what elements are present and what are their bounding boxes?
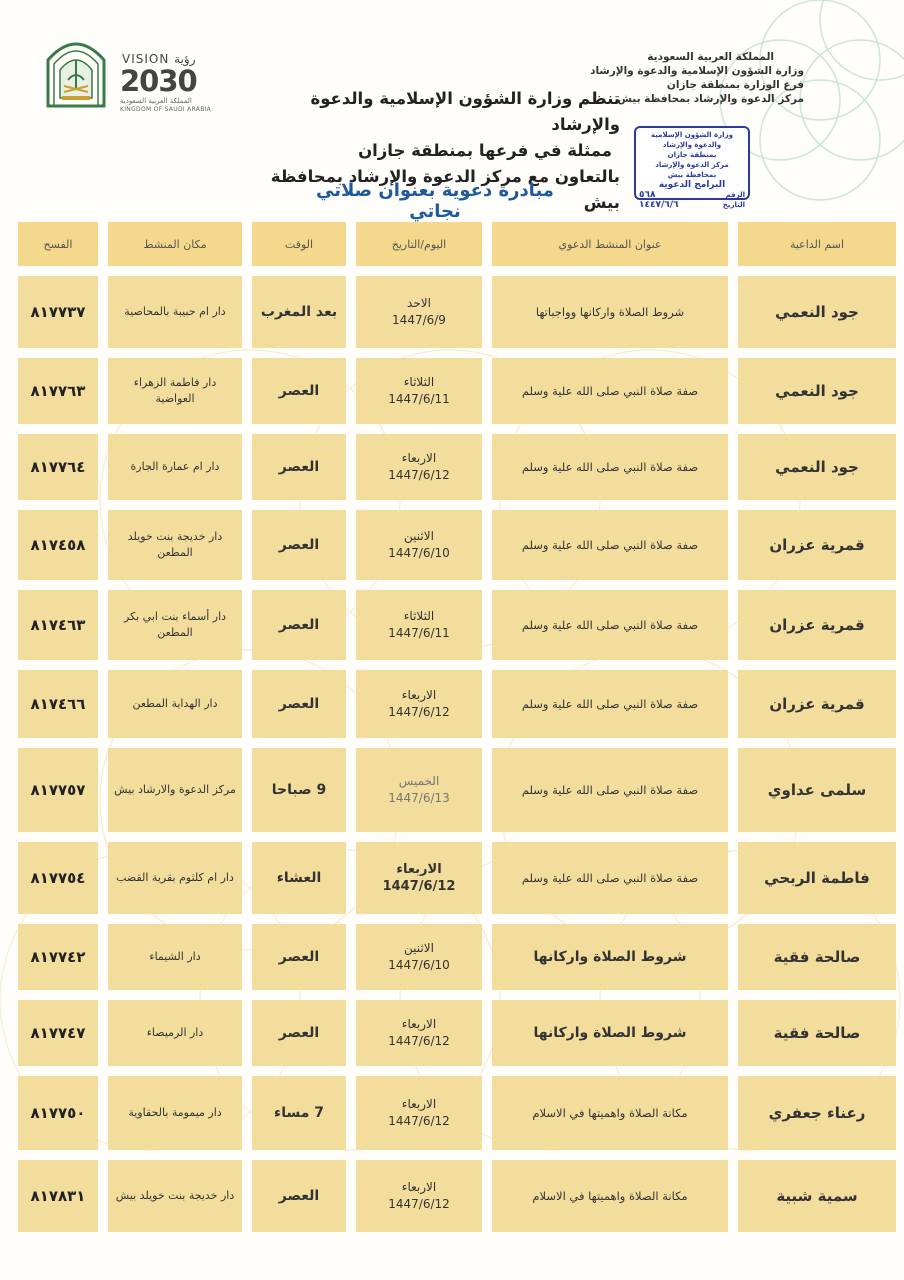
activity-cell	[492, 924, 728, 990]
header-line-2: ممثلة في فرعها بمنطقة جازان	[358, 141, 612, 160]
day-text: الاربعاء	[401, 1180, 437, 1194]
date-text: 1447/6/12	[388, 1114, 450, 1128]
speaker-name: قمرية عزران	[769, 695, 865, 713]
speaker-cell	[738, 510, 896, 580]
activity-text: صفة صلاة النبي صلى الله علية وسلم	[521, 697, 699, 711]
header-time: الوقت	[252, 222, 346, 266]
time-text: العصر	[278, 458, 320, 475]
speaker-name: قمرية عزران	[769, 536, 865, 554]
permit-cell	[18, 590, 98, 660]
day-text: الاربعاء	[401, 1017, 437, 1031]
header-date: اليوم/التاريخ	[356, 222, 482, 266]
date-text: 1447/6/11	[388, 392, 450, 406]
place-text: دار الرميصاء	[146, 1026, 204, 1039]
time-cell	[252, 1000, 346, 1066]
day-text: الاثنين	[404, 941, 434, 955]
activity-text: صفة صلاة النبي صلى الله علية وسلم	[521, 871, 699, 885]
permit-number: ٨١٧٤٥٨	[30, 536, 86, 554]
date-text: 1447/6/12	[388, 705, 450, 719]
permit-number: ٨١٧٨٣١	[30, 1187, 86, 1205]
date-text: 1447/6/12	[388, 1034, 450, 1048]
day-text: الاربعاء	[401, 451, 437, 465]
place-cell	[108, 510, 242, 580]
place-cell	[108, 590, 242, 660]
header-speaker: اسم الداعية	[738, 222, 896, 266]
date-cell	[356, 434, 482, 500]
time-text: العصر	[278, 948, 320, 965]
speaker-cell	[738, 748, 896, 832]
time-cell	[252, 590, 346, 660]
day-text: الثلاثاء	[403, 609, 435, 623]
initiative-title: مبادرة دعوية بعنوان صلاتي نجاتي	[316, 180, 554, 222]
date-cell	[356, 590, 482, 660]
speaker-name: جود النعمي	[775, 382, 859, 400]
activity-text: صفة صلاة النبي صلى الله علية وسلم	[521, 783, 699, 797]
activity-cell	[492, 1076, 728, 1150]
permit-cell	[18, 842, 98, 914]
time-cell	[252, 358, 346, 424]
speaker-cell	[738, 358, 896, 424]
stamp-date-row	[639, 200, 745, 210]
header-activity: عنوان المنشط الدعوي	[492, 222, 728, 266]
place-text: دار ام عمارة الجارة	[130, 460, 220, 473]
permit-number: ٨١٧٧٥٧	[30, 781, 86, 799]
place-cell	[108, 434, 242, 500]
activity-cell	[492, 276, 728, 348]
vision-arabic-subtitle: المملكة العربية السعودية	[120, 97, 192, 105]
place-cell	[108, 1160, 242, 1232]
date-cell	[356, 842, 482, 914]
permit-number: ٨١٧٧٦٣	[30, 382, 86, 400]
time-cell	[252, 434, 346, 500]
place-text: دار خديجة بنت خويلد المطعن	[127, 530, 223, 559]
date-text: 1447/6/12	[388, 468, 450, 482]
header-permit: الفسح	[18, 222, 98, 266]
time-text: 7 مساء	[274, 1104, 324, 1121]
header-place: مكان المنشط	[108, 222, 242, 266]
stamp-line-3: مركز الدعوة والإرشاد بمحافظة بيش	[655, 161, 729, 179]
permit-number: ٨١٧٧٤٢	[30, 948, 86, 966]
speaker-name: جود النعمي	[775, 458, 859, 476]
place-cell	[108, 842, 242, 914]
day-text: الاربعاء	[396, 862, 442, 877]
date-text: 1447/6/10	[388, 958, 450, 972]
speaker-name: سمية شبية	[776, 1187, 858, 1205]
activity-cell	[492, 590, 728, 660]
stamp-line-4: البرامج الدعوية	[658, 180, 726, 190]
stamp-number-value: ٥٦٨	[639, 190, 656, 200]
place-cell	[108, 1076, 242, 1150]
permit-number: ٨١٧٧٥٠	[30, 1104, 86, 1122]
time-cell	[252, 1160, 346, 1232]
activity-text: صفة صلاة النبي صلى الله علية وسلم	[521, 384, 699, 398]
letterhead-ministry: وزارة الشؤون الإسلامية والدعوة والإرشاد	[590, 65, 804, 77]
speaker-cell	[738, 1000, 896, 1066]
stamp-line-1: وزارة الشؤون الإسلامية والدعوة والإرشاد	[651, 131, 733, 149]
speaker-cell	[738, 1160, 896, 1232]
place-cell	[108, 276, 242, 348]
activity-text: شروط الصلاة واركانها	[533, 1025, 687, 1041]
activity-text: مكانة الصلاة واهميتها في الاسلام	[532, 1189, 688, 1203]
permit-number: ٨١٧٤٦٦	[30, 695, 86, 713]
vision-2030-logo	[118, 52, 228, 116]
stamp-date-value: ١٤٤٧/٦/٦	[639, 200, 679, 210]
time-cell	[252, 748, 346, 832]
permit-number: ٨١٧٧٦٤	[30, 458, 86, 476]
permit-cell	[18, 358, 98, 424]
speaker-cell	[738, 434, 896, 500]
time-text: العصر	[278, 382, 320, 399]
day-text: الاربعاء	[401, 688, 437, 702]
time-text: العصر	[278, 1187, 320, 1204]
speaker-name: جود النعمي	[775, 303, 859, 321]
activity-cell	[492, 1160, 728, 1232]
time-text: 9 صباحا	[271, 781, 327, 798]
date-text: 1447/6/13	[388, 791, 450, 805]
ministry-logo	[44, 34, 108, 108]
date-cell	[356, 510, 482, 580]
speaker-name: صالحة فقية	[773, 1024, 861, 1042]
schedule-table	[18, 222, 880, 1232]
vision-label: VISION رؤية	[122, 52, 196, 66]
speaker-cell	[738, 670, 896, 738]
permit-cell	[18, 1000, 98, 1066]
speaker-name: صالحة فقية	[773, 948, 861, 966]
day-text: الاربعاء	[401, 1097, 437, 1111]
time-text: بعد المغرب	[260, 303, 338, 320]
vision-year: 2030	[120, 64, 197, 98]
place-cell	[108, 1000, 242, 1066]
speaker-name: سلمى عداوي	[767, 781, 867, 799]
speaker-cell	[738, 1076, 896, 1150]
date-text: 1447/6/12	[388, 1197, 450, 1211]
activity-text: مكانة الصلاة واهميتها في الاسلام	[532, 1106, 688, 1120]
date-cell	[356, 276, 482, 348]
activity-text: شروط الصلاة واركانها	[533, 949, 687, 965]
speaker-name: قمرية عزران	[769, 616, 865, 634]
permit-cell	[18, 748, 98, 832]
place-cell	[108, 670, 242, 738]
permit-cell	[18, 924, 98, 990]
place-cell	[108, 924, 242, 990]
permit-number: ٨١٧٧٥٤	[30, 869, 86, 887]
date-cell	[356, 924, 482, 990]
place-text: دار أسماء بنت ابي بكر المطعن	[123, 610, 227, 639]
time-cell	[252, 510, 346, 580]
activity-cell	[492, 434, 728, 500]
header-line-3: بالتعاون مع مركز الدعوة والإرشاد بمحافظة بيش	[270, 167, 620, 212]
place-text: مركز الدعوة والارشاد بيش	[114, 783, 236, 796]
place-text: دار خديجة بنت خويلد بيش	[115, 1189, 235, 1202]
activity-text: شروط الصلاة واركانها وواجباتها	[535, 305, 685, 319]
time-text: العصر	[278, 536, 320, 553]
date-cell	[356, 670, 482, 738]
stamp-number-label: الرقم	[725, 191, 745, 199]
date-cell	[356, 1160, 482, 1232]
vision-english-subtitle: KINGDOM OF SAUDI ARABIA	[120, 106, 212, 113]
time-text: العصر	[278, 616, 320, 633]
permit-cell	[18, 434, 98, 500]
permit-cell	[18, 276, 98, 348]
permit-cell	[18, 510, 98, 580]
activity-cell	[492, 358, 728, 424]
date-text: 1447/6/12	[382, 879, 456, 894]
speaker-cell	[738, 842, 896, 914]
activity-cell	[492, 510, 728, 580]
date-text: 1447/6/10	[388, 546, 450, 560]
place-text: دار الشيماء	[149, 950, 201, 963]
speaker-name: رعناء جعفري	[768, 1104, 866, 1122]
activity-cell	[492, 670, 728, 738]
time-text: العشاء	[276, 869, 322, 886]
stamp-date-label: التاريخ	[722, 201, 745, 209]
speaker-cell	[738, 924, 896, 990]
stamp-number-row	[639, 190, 745, 200]
date-cell	[356, 358, 482, 424]
day-text: الاثنين	[404, 529, 434, 543]
place-text: دار ميمومة بالحقاوية	[128, 1106, 222, 1119]
place-text: دار فاطمة الزهراء العواضية	[133, 376, 217, 405]
time-cell	[252, 842, 346, 914]
date-cell	[356, 748, 482, 832]
permit-cell	[18, 1160, 98, 1232]
time-cell	[252, 276, 346, 348]
time-cell	[252, 670, 346, 738]
date-cell	[356, 1076, 482, 1150]
day-text: الخميس	[398, 774, 440, 788]
time-text: العصر	[278, 1024, 320, 1041]
place-text: دار ام كلثوم بقرية القضب	[116, 871, 234, 884]
activity-text: صفة صلاة النبي صلى الله علية وسلم	[521, 618, 699, 632]
activity-cell	[492, 748, 728, 832]
activity-cell	[492, 842, 728, 914]
permit-number: ٨١٧٧٣٧	[30, 303, 86, 321]
activity-text: صفة صلاة النبي صلى الله علية وسلم	[521, 538, 699, 552]
letterhead-branch: فرع الوزارة بمنطقة جازان	[666, 79, 804, 91]
letterhead-kingdom: المملكة العربية السعودية	[647, 51, 774, 63]
time-text: العصر	[278, 695, 320, 712]
time-cell	[252, 1076, 346, 1150]
speaker-name: فاطمة الربحي	[764, 869, 870, 887]
time-cell	[252, 924, 346, 990]
date-cell	[356, 1000, 482, 1066]
date-text: 1447/6/11	[388, 626, 450, 640]
day-text: الاحد	[407, 296, 431, 310]
official-stamp	[634, 126, 750, 210]
place-text: دار ام حبيبة بالمحاصية	[124, 305, 226, 318]
permit-cell	[18, 670, 98, 738]
stamp-line-2: بمنطقة جازان	[667, 151, 717, 159]
place-cell	[108, 748, 242, 832]
permit-cell	[18, 1076, 98, 1150]
header-line-1: تنظم وزارة الشؤون الإسلامية والدعوة والإرشاد	[310, 89, 620, 134]
speaker-cell	[738, 590, 896, 660]
permit-number: ٨١٧٧٤٧	[30, 1024, 86, 1042]
activity-cell	[492, 1000, 728, 1066]
day-text: الثلاثاء	[403, 375, 435, 389]
letterhead-center: مركز الدعوة والإرشاد بمحافظة بيش	[617, 93, 804, 105]
place-cell	[108, 358, 242, 424]
date-text: 1447/6/9	[392, 313, 446, 327]
speaker-cell	[738, 276, 896, 348]
activity-text: صفة صلاة النبي صلى الله علية وسلم	[521, 460, 699, 474]
place-text: دار الهداية المطعن	[132, 697, 218, 710]
permit-number: ٨١٧٤٦٣	[30, 616, 86, 634]
